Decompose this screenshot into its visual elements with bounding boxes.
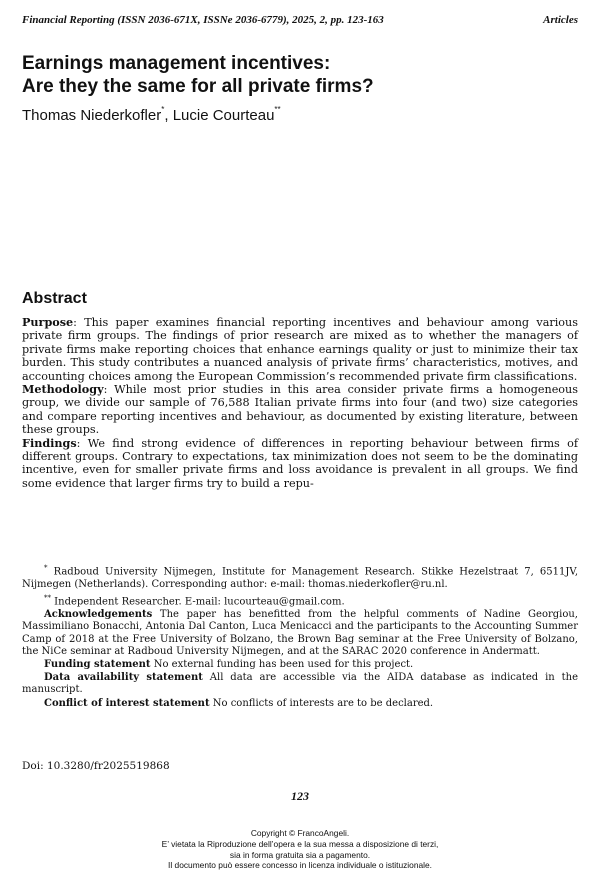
journal-citation: Financial Reporting (ISSN 2036-671X, ISSNe 2036-6779), 2025, 2, pp. 123-163 bbox=[22, 14, 384, 26]
copyright-line-1: Copyright © FrancoAngeli. bbox=[250, 828, 350, 838]
footnote-2 bbox=[22, 592, 578, 609]
article-title bbox=[22, 52, 578, 98]
abstract-heading: Abstract bbox=[22, 290, 87, 307]
section-label: Articles bbox=[543, 14, 578, 26]
abstract-purpose bbox=[22, 316, 578, 383]
acknowledgements bbox=[22, 609, 578, 658]
copyright-line-4: Il documento può essere concesso in licenza individuale o istituzionale. bbox=[168, 860, 432, 871]
copyright-line-2: E’ vietata la Riproduzione dell’opera e la sua messa a disposizione di terzi, bbox=[161, 838, 439, 849]
abstract-body bbox=[22, 316, 578, 490]
author-1: Thomas Niederkofler bbox=[22, 107, 162, 124]
footnote-1-text: Radboud University Nijmegen, Institute for Management Research. Stikke Hezelstraat 7, 6511JV, Nijmegen (Netherlands). Corresponding author: e-mail: thomas.niederkofler@ru.nl. bbox=[22, 566, 578, 590]
abstract-methodology bbox=[22, 383, 578, 437]
footnote-1 bbox=[22, 562, 578, 591]
findings-text: : We find strong evidence of differences in reporting behaviour between firms of different groups. Contrary to expectations, tax minimization does not seem to be the dominating incentive, even for smaller private firms and loss avoidance is prevalent in all groups. We find some evidence that larger firms try to build a repu- bbox=[22, 436, 578, 490]
copyright-line-3: sia in forma gratuita sia a pagamento. bbox=[229, 849, 371, 860]
doi[interactable]: Doi: 10.3280/fr2025519868 bbox=[22, 760, 170, 772]
acknowledgements-label: Acknowledgements bbox=[44, 609, 153, 621]
running-header bbox=[22, 14, 578, 26]
funding-text: No external funding has been used for this project. bbox=[150, 659, 414, 671]
data-availability-statement bbox=[22, 672, 578, 696]
findings-label: Findings bbox=[22, 435, 77, 450]
author-separator: , bbox=[164, 107, 173, 124]
data-availability-text: All data are accessible via the AIDA database as indicated in the manuscript. bbox=[22, 672, 578, 696]
footnote-1-mark: * bbox=[44, 564, 48, 572]
acknowledgements-text: The paper has benefitted from the helpful comments of Nadine Georgiou, Massimiliano Bonacchi, Antonia Dal Canton, Luca Menicacci and the participants to the Accounting Summer Camp of 2018 at the Free University of Bolzano, the Brown Bag seminar at the Free University of Bolzano, the NiCe seminar at Radboud University Nijmegen, and at the SARAC 2020 conference in Andermatt. bbox=[22, 609, 578, 657]
data-availability-label: Data availability statement bbox=[44, 672, 203, 684]
abstract-findings bbox=[22, 437, 578, 491]
funding-label: Funding statement bbox=[44, 659, 151, 671]
conflict-of-interest-statement bbox=[22, 698, 578, 710]
conflict-of-interest-label: Conflict of interest statement bbox=[44, 697, 210, 709]
page-number: 123 bbox=[291, 789, 309, 803]
purpose-text: : This paper examines financial reporting incentives and behaviour among various private firm groups. The findings of prior research are mixed as to whether the managers of private firms make reporting choices that enhance earnings quality or just to minimize their tax burden. This study contributes a nuanced analysis of private firms’ characteristics, motives, and accounting choices among the European Commission’s recommended private firm classifications. bbox=[22, 316, 578, 383]
title-line-1: Earnings management incentives: bbox=[22, 53, 331, 74]
copyright-notice bbox=[0, 828, 600, 871]
author-1-footnote-mark[interactable]: * bbox=[161, 105, 165, 114]
author-list bbox=[22, 107, 281, 124]
methodology-text: : While most prior studies in this area consider private firms a homogeneous group, we divide our sample of 76,588 Italian private firms into four (and two) size categories and compare reporting incentives and behaviour, as documented by existing literature, between these groups. bbox=[22, 383, 578, 437]
purpose-label: Purpose bbox=[22, 315, 74, 329]
footnotes bbox=[22, 562, 578, 711]
title-line-2: Are they the same for all private firms? bbox=[22, 76, 374, 97]
author-2-footnote-mark[interactable]: ** bbox=[274, 105, 281, 114]
conflict-of-interest-text: No conflicts of interests are to be declared. bbox=[209, 697, 434, 709]
footnote-2-text: Independent Researcher. E-mail: lucourteau@gmail.com. bbox=[51, 596, 345, 608]
author-2: Lucie Courteau bbox=[172, 107, 275, 124]
footnote-2-mark: ** bbox=[44, 593, 51, 602]
funding-statement bbox=[22, 659, 578, 671]
methodology-label: Methodology bbox=[22, 382, 104, 397]
